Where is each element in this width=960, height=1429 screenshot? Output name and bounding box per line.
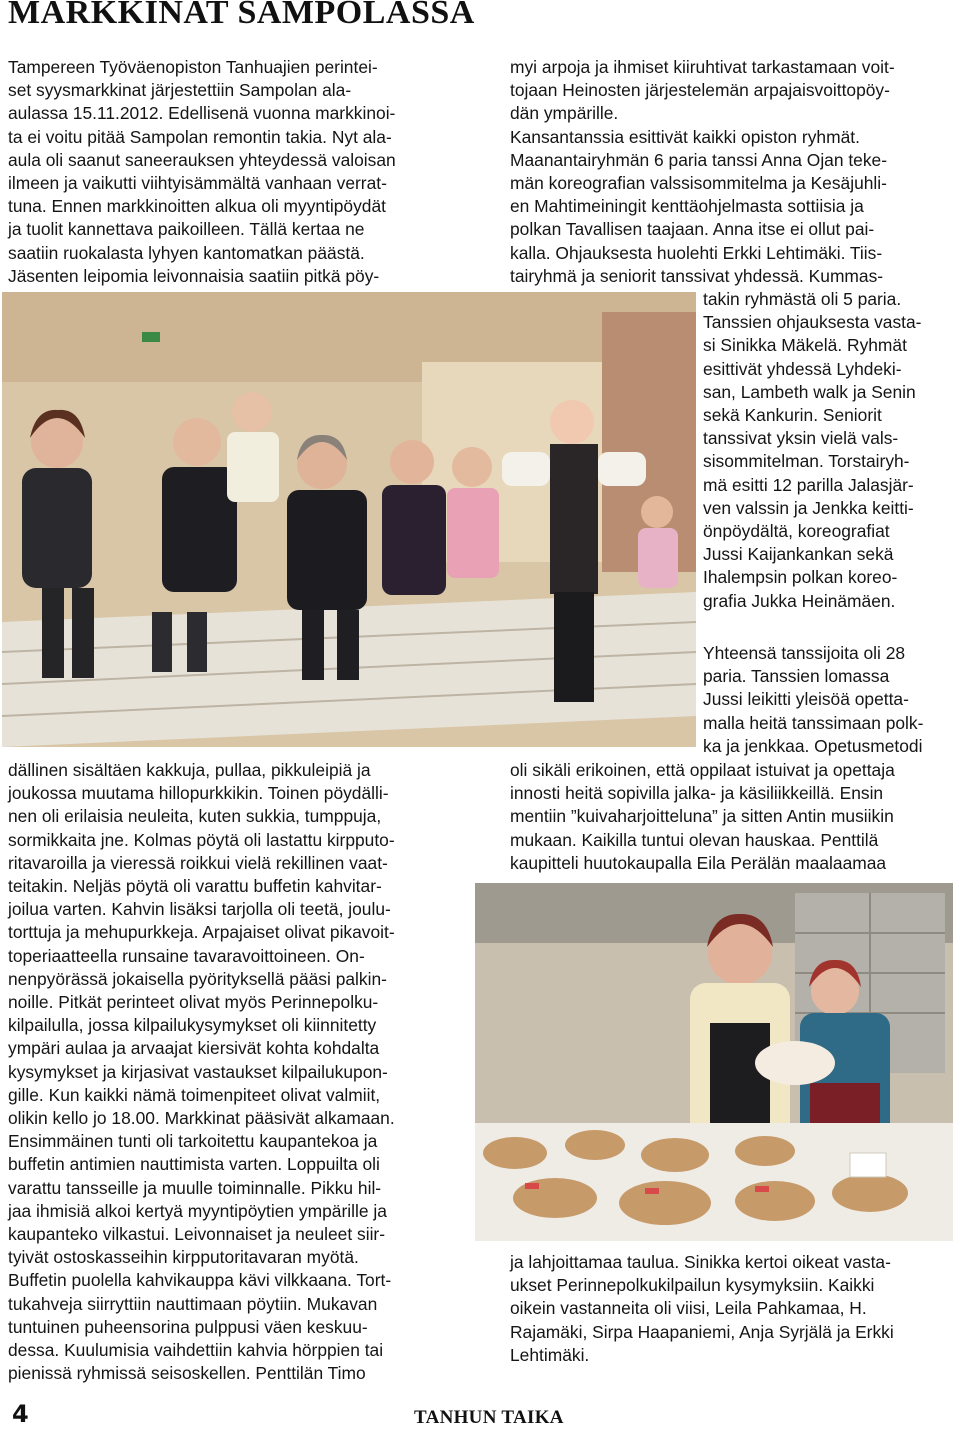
text-line: kaupanteko vilkastui. Leivonnaiset ja neuleet siir- <box>8 1224 386 1245</box>
text-line: tukahveja siirryttiin nauttimaan pöytiin. Mukavan <box>8 1293 378 1314</box>
text-line: kysymykset ja kirjasivat vastaukset kilpailukupon- <box>8 1061 388 1082</box>
text-line: san, Lambeth walk ja Senin <box>703 381 916 402</box>
text-line: paria. Tanssien lomassa <box>703 666 890 687</box>
photo-bakery-table <box>475 883 953 1241</box>
text-line: ympäri aulaa ja arvaajat kiersivät kohta kohdalta <box>8 1038 380 1059</box>
text-line: myi arpoja ja ihmiset kiiruhtivat tarkastamaan voit- <box>510 57 895 77</box>
text-line: tojaan Heinosten järjestelemän arpajaisvoittopöy- <box>510 80 890 101</box>
text-line: esittivät yhdessä Lyhdeki- <box>703 358 902 379</box>
text-line: sormikkaita jne. Kolmas pöytä oli lastattu kirpputo- <box>8 829 395 850</box>
text-line: ja tuolit kannettava paikoilleen. Tällä kertaa ne <box>8 219 365 240</box>
article-right-bottom <box>510 1251 894 1367</box>
text-line: mä esitti 12 parilla Jalasjär- <box>703 474 914 495</box>
text-line: oikein vastanneita oli viisi, Leila Pahkamaa, H. <box>510 1298 867 1319</box>
text-line: grafia Jukka Heinämäen. <box>703 590 896 611</box>
text-line: malla heitä tanssimaan polk- <box>703 712 924 733</box>
text-line: sekä Kankurin. Seniorit <box>703 405 882 426</box>
text-line: Lehtimäki. <box>510 1344 590 1365</box>
text-line: Yhteensä tanssijoita oli 28 <box>703 643 906 663</box>
text-line: Jussi Kaijankankan sekä <box>703 544 894 565</box>
text-line: tuna. Ennen markkinoitten alkua oli myyntipöydät <box>8 196 386 217</box>
text-line: saatiin ruokalasta lyhyen kantomatkan päästä. <box>8 242 365 263</box>
text-line: mentiin ”kuivaharjoitteluna” ja sitten Antin musiikin <box>510 806 894 827</box>
text-line: nen oli erilaisia neuleita, kuten sukkia, tumppuja, <box>8 806 382 827</box>
text-line: ritavaroilla ja vieressä roikkui vielä rekillinen vaat- <box>8 852 388 873</box>
text-line: joilua varten. Kahvin lisäksi tarjolla oli teetä, joulu- <box>8 899 391 920</box>
text-line: mukaan. Kaikilla tuntui olevan hauskaa. Penttilä <box>510 829 879 850</box>
text-line: Buffetin puolella kahvikauppa kävi vilkkaana. Tort- <box>8 1270 392 1291</box>
article-left-bottom <box>8 759 395 1385</box>
text-line: Kansantanssia esittivät kaikki opiston ryhmät. <box>510 126 860 147</box>
text-line: dän ympärille. <box>510 103 619 124</box>
article-left-top <box>8 56 396 288</box>
article-right-lower <box>510 759 895 875</box>
page-title: MARKKINAT SAMPOLASSA <box>8 0 475 31</box>
text-line: set syysmarkkinat järjestettiin Sampolan ala- <box>8 80 352 101</box>
text-line: olikin kello jo 18.00. Markkinat pääsivät alkamaan. <box>8 1108 395 1129</box>
text-line: Tanssien ohjauksesta vasta- <box>703 312 922 333</box>
text-line: torttuja ja mehupurkkeja. Arpajaiset olivat pikavoit- <box>8 922 395 943</box>
article-right-mid2 <box>703 642 923 758</box>
text-line: aula oli saanut saneerauksen yhteydessä valoisan <box>8 149 396 170</box>
text-line: män koreografian valssisommitelma ja Kesäjuhli- <box>510 173 887 194</box>
text-line: ka ja jenkkaa. Opetusmetodi <box>703 735 923 756</box>
text-line: ilmeen ja vaikutti viihtyisämmältä vanhaan verrat- <box>8 173 387 194</box>
text-line: Rajamäki, Sirpa Haapaniemi, Anja Syrjälä ja Erkki <box>510 1321 894 1342</box>
text-line: joukossa muutama hillopurkkikin. Toinen pöydälli- <box>8 783 389 804</box>
text-line: Ensimmäinen tunti oli tarkoitettu kaupantekoa ja <box>8 1131 378 1152</box>
text-line: innosti heitä sopivilla jalka- ja käsiliikkeillä. Ensin <box>510 783 884 804</box>
text-line: nenpyörässä jokaisella pyörityksellä pääsi palkin- <box>8 968 387 989</box>
text-line: dällinen sisältäen kakkuja, pullaa, pikkuleipiä ja <box>8 760 371 780</box>
text-line: sisommitelman. Torstairyh- <box>703 451 910 472</box>
text-line: Jäsenten leipomia leivonnaisia saatiin pitkä pöy- <box>8 265 380 286</box>
text-line: pienissä ryhmissä seisoskellen. Penttilän Timo <box>8 1363 366 1384</box>
text-line: aulassa 15.11.2012. Edellisenä vuonna markkinoi- <box>8 103 396 124</box>
text-line: kaupitteli huutokaupalla Eila Perälän maalaamaa <box>510 852 887 873</box>
text-line: gille. Kun kaikki nämä toimenpiteet olivat valmiit, <box>8 1084 381 1105</box>
text-line: ta ei voitu pitää Sampolan remontin takia. Nyt ala- <box>8 126 392 147</box>
text-line: si Sinikka Mäkelä. Ryhmät <box>703 335 907 356</box>
text-line: ven valssin ja Jenkka keitti- <box>703 497 914 518</box>
text-line: takin ryhmästä oli 5 paria. <box>703 289 902 309</box>
text-line: en Mahtimeiningit kenttäohjelmasta sottiisia ja <box>510 196 864 217</box>
footer-publication-title: TANHUN TAIKA <box>414 1407 564 1428</box>
text-line: dessa. Kuulumisia vaihdettiin kahvia hörppien tai <box>8 1340 384 1361</box>
text-line: teitakin. Neljäs pöytä oli varattu buffetin kahvitar- <box>8 876 382 897</box>
text-line: varattu tansseille ja muulle toiminnalle. Pikku hil- <box>8 1177 382 1198</box>
photo-dance-performance <box>2 292 696 747</box>
text-line: önpöydältä, koreografiat <box>703 521 890 542</box>
text-line: Maanantairyhmän 6 paria tanssi Anna Ojan teke- <box>510 149 888 170</box>
text-line: tyivät ostoskasseihin kirpputoritavaran myötä. <box>8 1247 359 1268</box>
article-right-mid <box>703 288 921 613</box>
article-right-top <box>510 56 895 288</box>
text-line: kilpailulla, jossa kilpailukysymykset oli kiinnitetty <box>8 1015 377 1036</box>
text-line: noille. Pitkät perinteet olivat myös Perinnepolku- <box>8 992 379 1013</box>
text-line: oli sikäli erikoinen, että oppilaat istuivat ja opettaja <box>510 760 895 780</box>
footer-page-number: 4 <box>12 1400 29 1428</box>
text-line: tairyhmä ja seniorit tanssivat yhdessä. Kummas- <box>510 265 884 286</box>
text-line: polkan Tavallisen taajaan. Anna itse ei ollut pai- <box>510 219 875 240</box>
text-line: ukset Perinnepolkukilpailun kysymyksiin. Kaikki <box>510 1275 875 1296</box>
text-line: Tampereen Työväenopiston Tanhuajien perintei- <box>8 57 378 77</box>
text-line: ja lahjoittamaa taulua. Sinikka kertoi oikeat vasta- <box>510 1252 891 1272</box>
text-line: Jussi leikitti yleisöä opetta- <box>703 689 909 710</box>
text-line: tuntuinen puheensorina pulppusi väen keskuu- <box>8 1316 368 1337</box>
text-line: Ihalempsin polkan koreo- <box>703 567 898 588</box>
text-line: buffetin antimien nauttimista varten. Loppuilta oli <box>8 1154 380 1175</box>
text-line: kalla. Ohjauksesta huolehti Erkki Lehtimäki. Tiis- <box>510 242 883 263</box>
text-line: toperiaatteella runsaine tavaravoittoineen. On- <box>8 945 365 966</box>
text-line: tanssivat yksin vielä vals- <box>703 428 899 449</box>
text-line: jaa ihmisiä alkoi kertyä myyntipöytien ympärille ja <box>8 1200 387 1221</box>
